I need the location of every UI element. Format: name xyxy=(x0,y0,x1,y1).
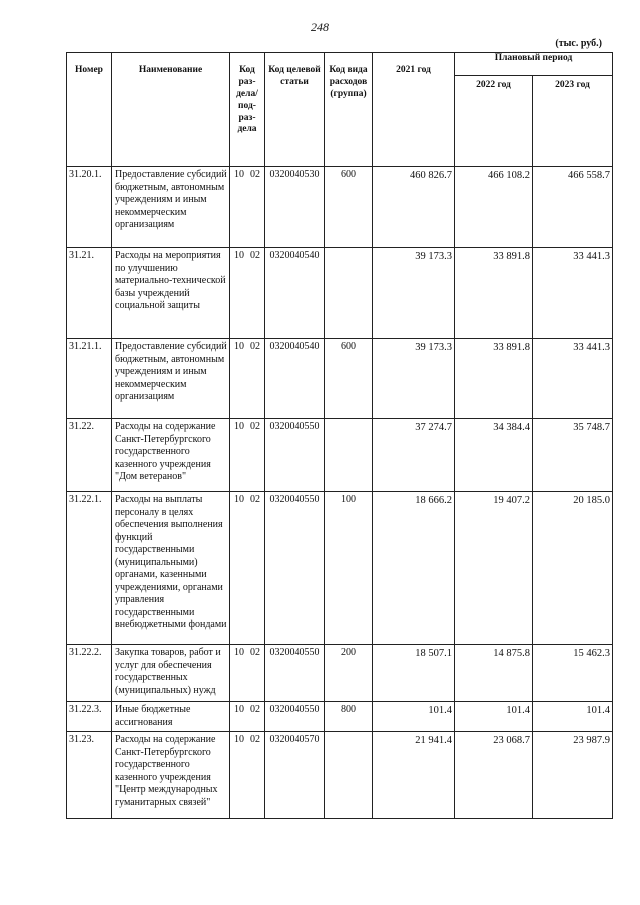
row-group: 200 xyxy=(325,645,373,702)
row-amount-2022: 33 891.8 xyxy=(455,248,533,339)
page-number: 248 xyxy=(311,20,329,34)
row-amount-2022: 23 068.7 xyxy=(455,732,533,819)
row-section: 10 02 xyxy=(230,419,265,492)
row-amount-2022: 14 875.8 xyxy=(455,645,533,702)
header-planned-period: Плановый период xyxy=(455,53,613,76)
row-amount-2021: 39 173.3 xyxy=(373,339,455,419)
row-name: Иные бюджетные ассигнования xyxy=(112,702,230,732)
row-name: Расходы на содержание Санкт-Петербургского государственного казенного учреждения "Дом ветеранов" xyxy=(112,419,230,492)
row-name: Расходы на мероприятия по улучшению материально-технической базы учреждений социальной защиты xyxy=(112,248,230,339)
header-year-2023: 2023 год xyxy=(533,76,613,167)
row-section: 10 02 xyxy=(230,645,265,702)
row-number: 31.23. xyxy=(67,732,112,819)
row-amount-2023: 15 462.3 xyxy=(533,645,613,702)
row-group: 800 xyxy=(325,702,373,732)
row-amount-2021: 39 173.3 xyxy=(373,248,455,339)
row-amount-2022: 466 108.2 xyxy=(455,167,533,248)
row-name: Предоставление субсидий бюджетным, автономным учреждениям и иным некоммерческим организациям xyxy=(112,167,230,248)
row-number: 31.21. xyxy=(67,248,112,339)
row-amount-2021: 101.4 xyxy=(373,702,455,732)
row-number: 31.22. xyxy=(67,419,112,492)
header-expense-type: Код вида расходов (группа) xyxy=(325,53,373,167)
header-number: Номер xyxy=(67,53,112,167)
table-row xyxy=(67,167,613,248)
row-section: 10 02 xyxy=(230,702,265,732)
header-year-2021: 2021 год xyxy=(373,53,455,167)
header-target: Код целевой статьи xyxy=(265,53,325,167)
table-row xyxy=(67,732,613,819)
row-number: 31.20.1. xyxy=(67,167,112,248)
row-section: 10 02 xyxy=(230,339,265,419)
row-section: 10 02 xyxy=(230,732,265,819)
row-group xyxy=(325,732,373,819)
header-name: Наименование xyxy=(112,53,230,167)
row-target: 0320040570 xyxy=(265,732,325,819)
budget-table xyxy=(66,52,613,819)
row-amount-2022: 19 407.2 xyxy=(455,492,533,645)
row-target: 0320040540 xyxy=(265,248,325,339)
row-amount-2022: 34 384.4 xyxy=(455,419,533,492)
row-amount-2021: 18 507.1 xyxy=(373,645,455,702)
row-amount-2021: 37 274.7 xyxy=(373,419,455,492)
table-row xyxy=(67,339,613,419)
row-target: 0320040540 xyxy=(265,339,325,419)
row-number: 31.22.1. xyxy=(67,492,112,645)
table-row xyxy=(67,248,613,339)
row-target: 0320040550 xyxy=(265,645,325,702)
row-amount-2023: 466 558.7 xyxy=(533,167,613,248)
row-name: Предоставление субсидий бюджетным, автономным учреждениям и иным некоммерческим организациям xyxy=(112,339,230,419)
row-number: 31.22.3. xyxy=(67,702,112,732)
row-group xyxy=(325,248,373,339)
table-row xyxy=(67,702,613,732)
row-target: 0320040530 xyxy=(265,167,325,248)
table-row xyxy=(67,492,613,645)
row-amount-2023: 35 748.7 xyxy=(533,419,613,492)
row-amount-2022: 33 891.8 xyxy=(455,339,533,419)
row-group: 600 xyxy=(325,167,373,248)
row-amount-2023: 33 441.3 xyxy=(533,339,613,419)
row-amount-2022: 101.4 xyxy=(455,702,533,732)
row-group: 100 xyxy=(325,492,373,645)
row-amount-2021: 460 826.7 xyxy=(373,167,455,248)
row-group xyxy=(325,419,373,492)
row-name: Расходы на содержание Санкт-Петербургского государственного казенного учреждения "Центр международных гуманитарных связей" xyxy=(112,732,230,819)
row-amount-2023: 33 441.3 xyxy=(533,248,613,339)
row-section: 10 02 xyxy=(230,167,265,248)
table-row xyxy=(67,645,613,702)
row-amount-2021: 21 941.4 xyxy=(373,732,455,819)
row-amount-2021: 18 666.2 xyxy=(373,492,455,645)
row-target: 0320040550 xyxy=(265,492,325,645)
units-label: (тыс. руб.) xyxy=(555,38,602,49)
row-number: 31.22.2. xyxy=(67,645,112,702)
row-name: Закупка товаров, работ и услуг для обеспечения государственных (муниципальных) нужд xyxy=(112,645,230,702)
row-target: 0320040550 xyxy=(265,702,325,732)
row-amount-2023: 101.4 xyxy=(533,702,613,732)
row-amount-2023: 23 987.9 xyxy=(533,732,613,819)
row-section: 10 02 xyxy=(230,492,265,645)
header-section: Код раз-дела/ под-раз-дела xyxy=(230,53,265,167)
table-row xyxy=(67,419,613,492)
row-target: 0320040550 xyxy=(265,419,325,492)
row-name: Расходы на выплаты персоналу в целях обеспечения выполнения функций государственными (муниципальными) органами, казенными учреждениями, органами управления государственными внебюджетными фондами xyxy=(112,492,230,645)
row-section: 10 02 xyxy=(230,248,265,339)
row-amount-2023: 20 185.0 xyxy=(533,492,613,645)
row-number: 31.21.1. xyxy=(67,339,112,419)
row-group: 600 xyxy=(325,339,373,419)
header-year-2022: 2022 год xyxy=(455,76,533,167)
